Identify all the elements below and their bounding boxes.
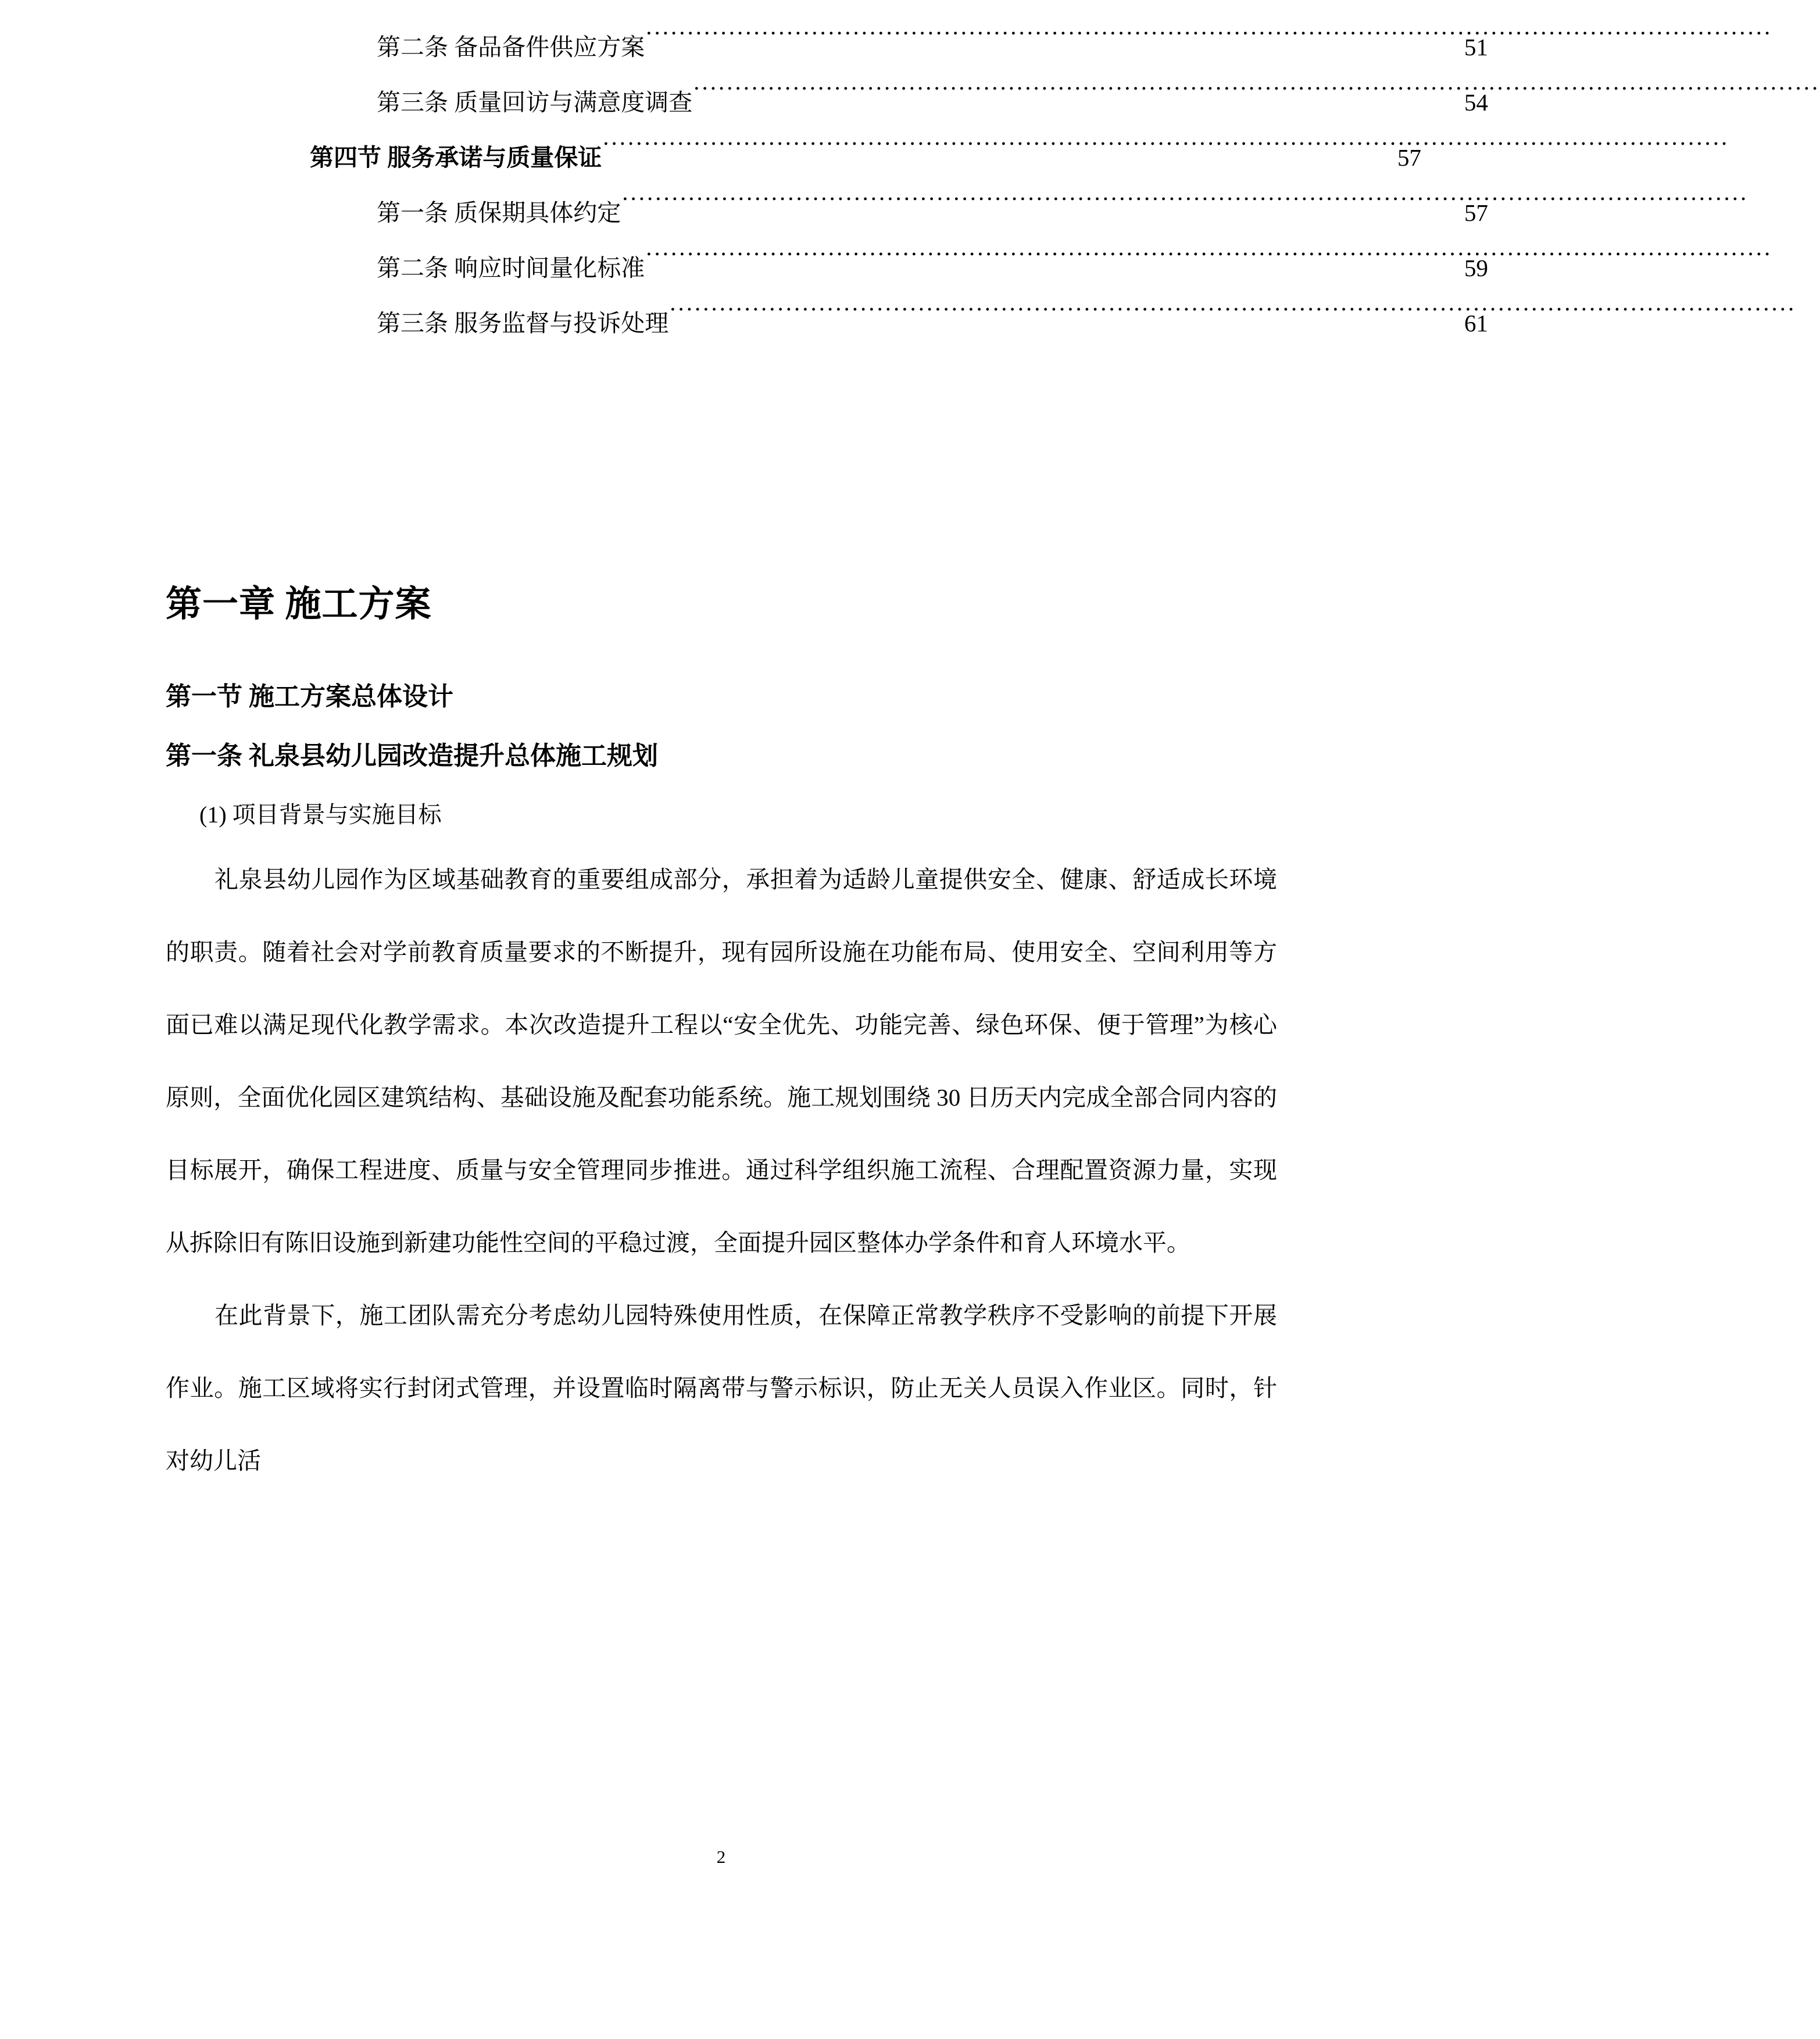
article-heading: 第一条 礼泉县幼儿园改造提升总体施工规划 bbox=[166, 742, 658, 770]
chapter-title: 第一章 施工方案 bbox=[166, 585, 432, 624]
body-paragraph: 在此背景下，施工团队需充分考虑幼儿园特殊使用性质，在保障正常教学秩序不受影响的前提下开展作业。施工区域将实行封闭式管理，并设置临时隔离带与警示标识，防止无关人员误入作业区。同时，针对幼儿活 bbox=[166, 1302, 1277, 1474]
toc-dot-leader bbox=[670, 307, 1456, 331]
toc-dot-leader bbox=[646, 252, 1456, 276]
toc-dot-leader bbox=[622, 197, 1456, 221]
toc-dot-leader bbox=[603, 142, 1396, 166]
toc-dot-leader bbox=[646, 31, 1456, 55]
toc-entry-page: 54 bbox=[1464, 89, 1488, 116]
toc-entry-label: 第三条 服务监督与投诉处理 bbox=[377, 310, 669, 337]
toc-dot-leader bbox=[693, 87, 1456, 110]
sub-item-heading: (1) 项目背景与实施目标 bbox=[199, 802, 442, 828]
toc-entry-page: 61 bbox=[1464, 310, 1488, 337]
toc-entry-label: 第三条 质量回访与满意度调查 bbox=[377, 89, 693, 116]
toc-entry-page: 51 bbox=[1464, 34, 1488, 60]
toc-entry[interactable] bbox=[166, 296, 1488, 351]
toc-entry-label: 第二条 响应时间量化标准 bbox=[377, 255, 645, 281]
toc-entry-page: 57 bbox=[1397, 144, 1421, 171]
document-body bbox=[166, 573, 1277, 1497]
toc-entry-label: 第二条 备品备件供应方案 bbox=[377, 34, 645, 60]
toc-entry-page: 59 bbox=[1464, 255, 1488, 281]
table-of-contents bbox=[166, 20, 1488, 351]
toc-entry-page: 57 bbox=[1464, 199, 1488, 226]
toc-entry-label: 第四节 服务承诺与质量保证 bbox=[310, 144, 602, 171]
body-paragraph: 礼泉县幼儿园作为区域基础教育的重要组成部分，承担着为适龄儿童提供安全、健康、舒适成长环境的职责。随着社会对学前教育质量要求的不断提升，现有园所设施在功能布局、使用安全、空间利用等方面已难以满足现代化教学需求。本次改造提升工程以“安全优先、功能完善、绿色环保、便于管理”为核心原则，全面优化园区建筑结构、基础设施及配套功能系统。施工规划围绕 30 日历天内完成全部合同内容的目标展开，确保工程进度、质量与安全管理同步推进。通过科学组织施工流程、合理配置资源力量，实现从拆除旧有陈旧设施到新建功能性空间的平稳过渡，全面提升园区整体办学条件和育人环境水平。 bbox=[166, 866, 1277, 1256]
section-heading: 第一节 施工方案总体设计 bbox=[166, 682, 453, 711]
page-number: 2 bbox=[716, 1847, 726, 1867]
toc-entry-label: 第一条 质保期具体约定 bbox=[377, 199, 621, 226]
